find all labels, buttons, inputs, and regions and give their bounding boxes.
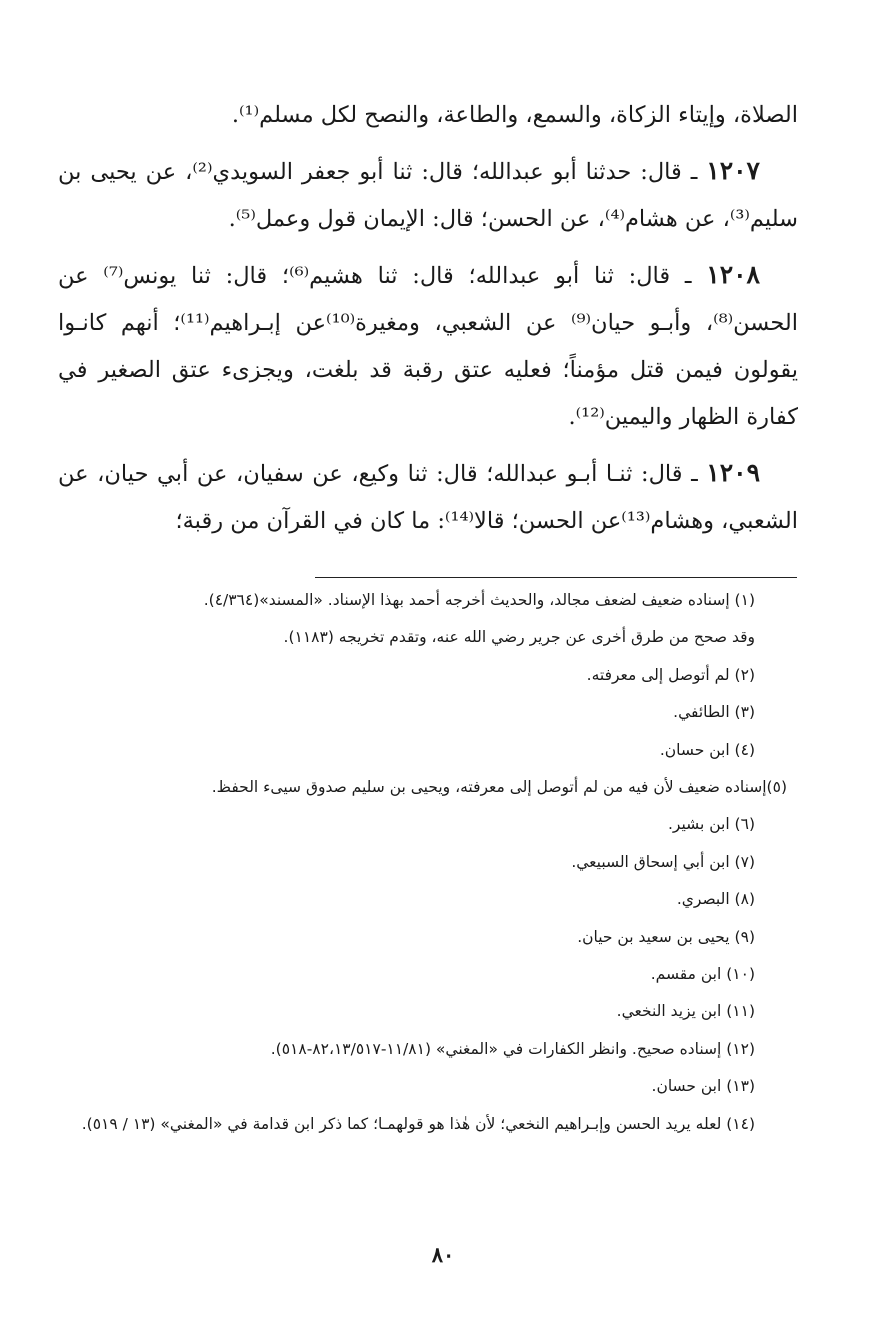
footnote-13: (١٣) ابن حسان.: [651, 1077, 755, 1096]
paragraph-text: ـ قال: ثنـا أبـو عبدالله؛ قال: ثنا وكيع، عن سفيان، عن أبي حيان، عن الشعبي، وهشام⁽¹³⁾عن الحسن؛ قالا⁽¹⁴⁾: ما كان في القرآن من رقبة؛: [58, 461, 798, 534]
footnote-2: (٢) لم أتوصل إلى معرفته.: [586, 665, 755, 684]
footnote-6: (٦) ابن بشير.: [667, 815, 755, 834]
footnote-7: (٧) ابن أبي إسحاق السبيعي.: [571, 852, 755, 871]
paragraph-text: ـ قال: حدثنا أبو عبدالله؛ قال: ثنا أبو جعفر السويدي⁽²⁾، عن يحيى بن سليم⁽³⁾، عن هشام⁽⁴⁾، عن الحسن؛ قال: الإيمان قول وعمل⁽⁵⁾.: [58, 159, 798, 232]
footnote-5: (٥)إسناده ضعيف لأن فيه من لم أتوصل إلى معرفته، ويحيى بن سليم صدوق سيىء الحفظ.: [211, 778, 787, 797]
paragraph-text: الصلاة، وإيتاء الزكاة، والسمع، والطاعة، والنصح لكل مسلم⁽¹⁾.: [231, 102, 798, 128]
footnote-1-continued: وقد صحح من طرق أخرى عن جرير رضي الله عنه، وتقدم تخريجه (١١٨٣).: [283, 628, 755, 647]
paragraph-continuation: [58, 92, 798, 139]
footnote-14: (١٤) لعله يريد الحسن وإبـراهيم النخعي؛ لأن هٰذا هو قولهمـا؛ كما ذكر ابن قدامة في «المغني» (١٣ / ٥١٩).: [81, 1114, 755, 1133]
footnote-11: (١١) ابن يزيد النخعي.: [616, 1002, 755, 1021]
footnote-separator: [315, 577, 797, 578]
page-number: ٨٠: [431, 1242, 455, 1267]
main-text: [58, 92, 798, 553]
footnote-1: (١) إسناده ضعيف لضعف مجالد، والحديث أخرجه أحمد بهذا الإسناد. «المسند»(٤/٣٦٤).: [203, 591, 755, 609]
footnote-10: (١٠) ابن مقسم.: [650, 965, 755, 984]
paragraph-text: ـ قال: ثنا أبو عبدالله؛ قال: ثنا هشيم⁽⁶⁾؛ قال: ثنا يونس⁽⁷⁾ عن الحسن⁽⁸⁾، وأبـو حيان⁽⁹⁾ عن الشعبي، ومغيرة⁽¹⁰⁾عن إبـراهيم⁽¹¹⁾؛ أنهم كانـوا يقولون فيمن قتل مؤمناً؛ فعليه عتق رقبة قد بلغت، ويجزىء عتق الصغير في كفارة الظهار واليمين⁽¹²⁾.: [58, 263, 798, 430]
footnote-12: (١٢) إسناده صحيح. وانظر الكفارات في «المغني» (١١/٨١-٨٢،١٣/٥١٧-٥١٨).: [270, 1039, 755, 1058]
footnote-4: (٤) ابن حسان.: [659, 740, 755, 759]
paragraph-1207: [58, 147, 798, 243]
footnote-8: (٨) البصري.: [676, 890, 755, 909]
footnotes: [70, 582, 797, 1143]
footnote-3: (٣) الطائفي.: [673, 703, 755, 722]
footnote-9: (٩) يحيى بن سعيد بن حيان.: [577, 927, 755, 946]
paragraph-1209: [58, 449, 798, 545]
hadith-number: ١٢٠٧: [706, 156, 760, 185]
hadith-number: ١٢٠٨: [706, 260, 760, 289]
paragraph-1208: [58, 251, 798, 441]
hadith-number: ١٢٠٩: [706, 458, 760, 487]
